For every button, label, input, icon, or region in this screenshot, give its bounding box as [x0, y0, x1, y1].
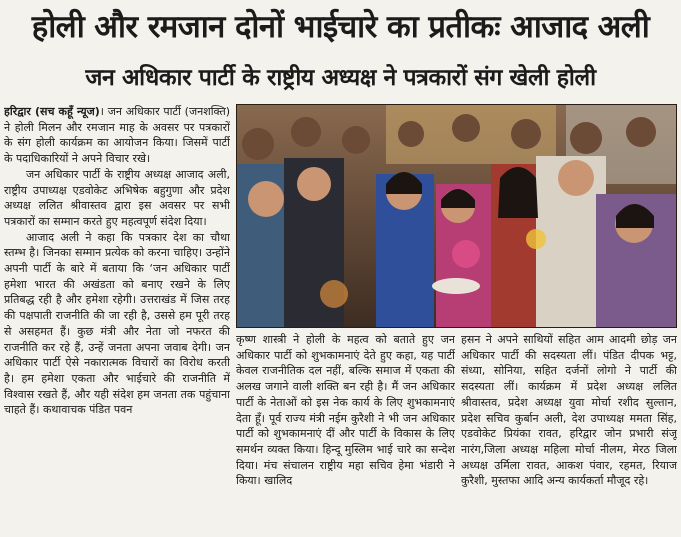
- holi-celebration-image: [236, 104, 677, 328]
- paragraph-1: [4, 104, 230, 167]
- news-photo: [236, 104, 677, 328]
- paragraph-5: हसन ने अपने साथियों सहित आम आदमी छोड़ जन अधिकार पार्टी की सदस्यता लीं। पंडित दीपक भट्ट, संध्या, सोनिया, सहित दर्जनों लोगो ने पार्टी की सदस्यता लीं। कार्यक्रम में प्रदेश अध्यक्ष ललित श्रीवास्तव, प्रदेश अध्यक्ष युवा मोर्चा रशीद सुल्तान, प्रदेश सचिव कुर्बान अली, देश उपाध्यक्ष ममता सिंह, एडवोकेट प्रियंका रावत, हरिद्वार जोन प्रभारी संजू नारंग,जिला अध्यक्ष महिला मोर्चा नीलम, मेरठ जिला अध्यक्ष उर्मिला रावत, आकश पंवार, रहमत, रियाज कुरैशी, मुस्तफा आदि अन्य कार्यकर्ता मौजूद रहे।: [461, 333, 677, 488]
- paragraph-2: [4, 167, 230, 230]
- headline: होली और रमजान दोनों भाईचारे का प्रतीकः आजाद अली: [31, 9, 650, 45]
- article-column-3: [461, 332, 677, 535]
- subheadline: जन अधिकार पार्टी के राष्ट्रीय अध्यक्ष ने पत्रकारों संग खेली होली: [85, 65, 596, 91]
- article-column-1: [4, 104, 230, 535]
- dateline: हरिद्वार (सच कहूँ न्यूज): [4, 105, 100, 118]
- paragraph-3: [4, 230, 230, 418]
- paragraph-4: कृष्ण शास्त्री ने होली के महत्व को बताते हुए जन अधिकार पार्टी को शुभकामनाएं देते हुए कहा, यह पार्टी केवल राजनीतिक दल नहीं, बल्कि समाज में एकता की अलख जगाने वाली शक्ति बन रही है। मैं जन अधिकार पार्टी के नेताओं को इस नेक कार्य के लिए शुभकामनाएं देता हूँ। पूर्व राज्य मंत्री नईम कुरैशी ने भी जन अधिकार पार्टी को शुभकामनाएं दीं और पार्टी के विकास के लिए समर्थन व्यक्त किया। हिन्दू मुस्लिम भाई चारे का सन्देश दिया। मंच संचालन राष्ट्रीय महा सचिव हेमा भंडारी ने किया। खालिद: [236, 333, 455, 488]
- paragraph-3-text: आजाद अली ने कहा कि पत्रकार देश का चौथा स्तम्भ है। जिनका सम्मान प्रत्येक को करना चाहिए। उन्होंने अपनी पार्टी के बारे में बताया कि ‘जन अधिकार पार्टी हमेशा भारत की अखंडता को बनाए रखने के लिए प्रतिबद्ध रही है और हमेशा रहेगी। उत्तराखंड में जिस तरह की पक्षपाती राजनीति की जा रही है, उससे हम पूरी तरह से असहमत हैं। कुछ मंत्री और नेता जो नफरत की राजनीति कर रहे हैं, उन्हें जनता अपना जवाब देगी। जन अधिकार पार्टी ऐसे नकारात्मक विचारों का विरोध करती है। हम हमेशा एकता और भाईचारे की राजनीति में विश्वास रखते हैं, और यही संदेश हम जनता तक पहुंचाना चाहते हैं। कथावाचक पंडित पवन: [4, 230, 230, 417]
- article-column-2: [236, 332, 455, 535]
- paragraph-2-text: जन अधिकार पार्टी के राष्ट्रीय अध्यक्ष आजाद अली, राष्ट्रीय उपाध्यक्ष एडवोकेट अभिषेक बहुगुणा और प्रदेश अध्यक्ष ललित श्रीवास्तव द्वारा इस अवसर पर सभी पत्रकारों का सम्मान करते हुए महत्वपूर्ण संदेश दिया।: [4, 167, 230, 228]
- paragraph-1-text: । जन अधिकार पार्टी (जनशक्ति) ने होली मिलन और रमजान माह के अवसर पर पत्रकारों के संग होली कार्यक्रम का आयोजन किया। जिसमें पार्टी के पदाधिकारियों ने अपने विचार रखे।: [4, 105, 230, 166]
